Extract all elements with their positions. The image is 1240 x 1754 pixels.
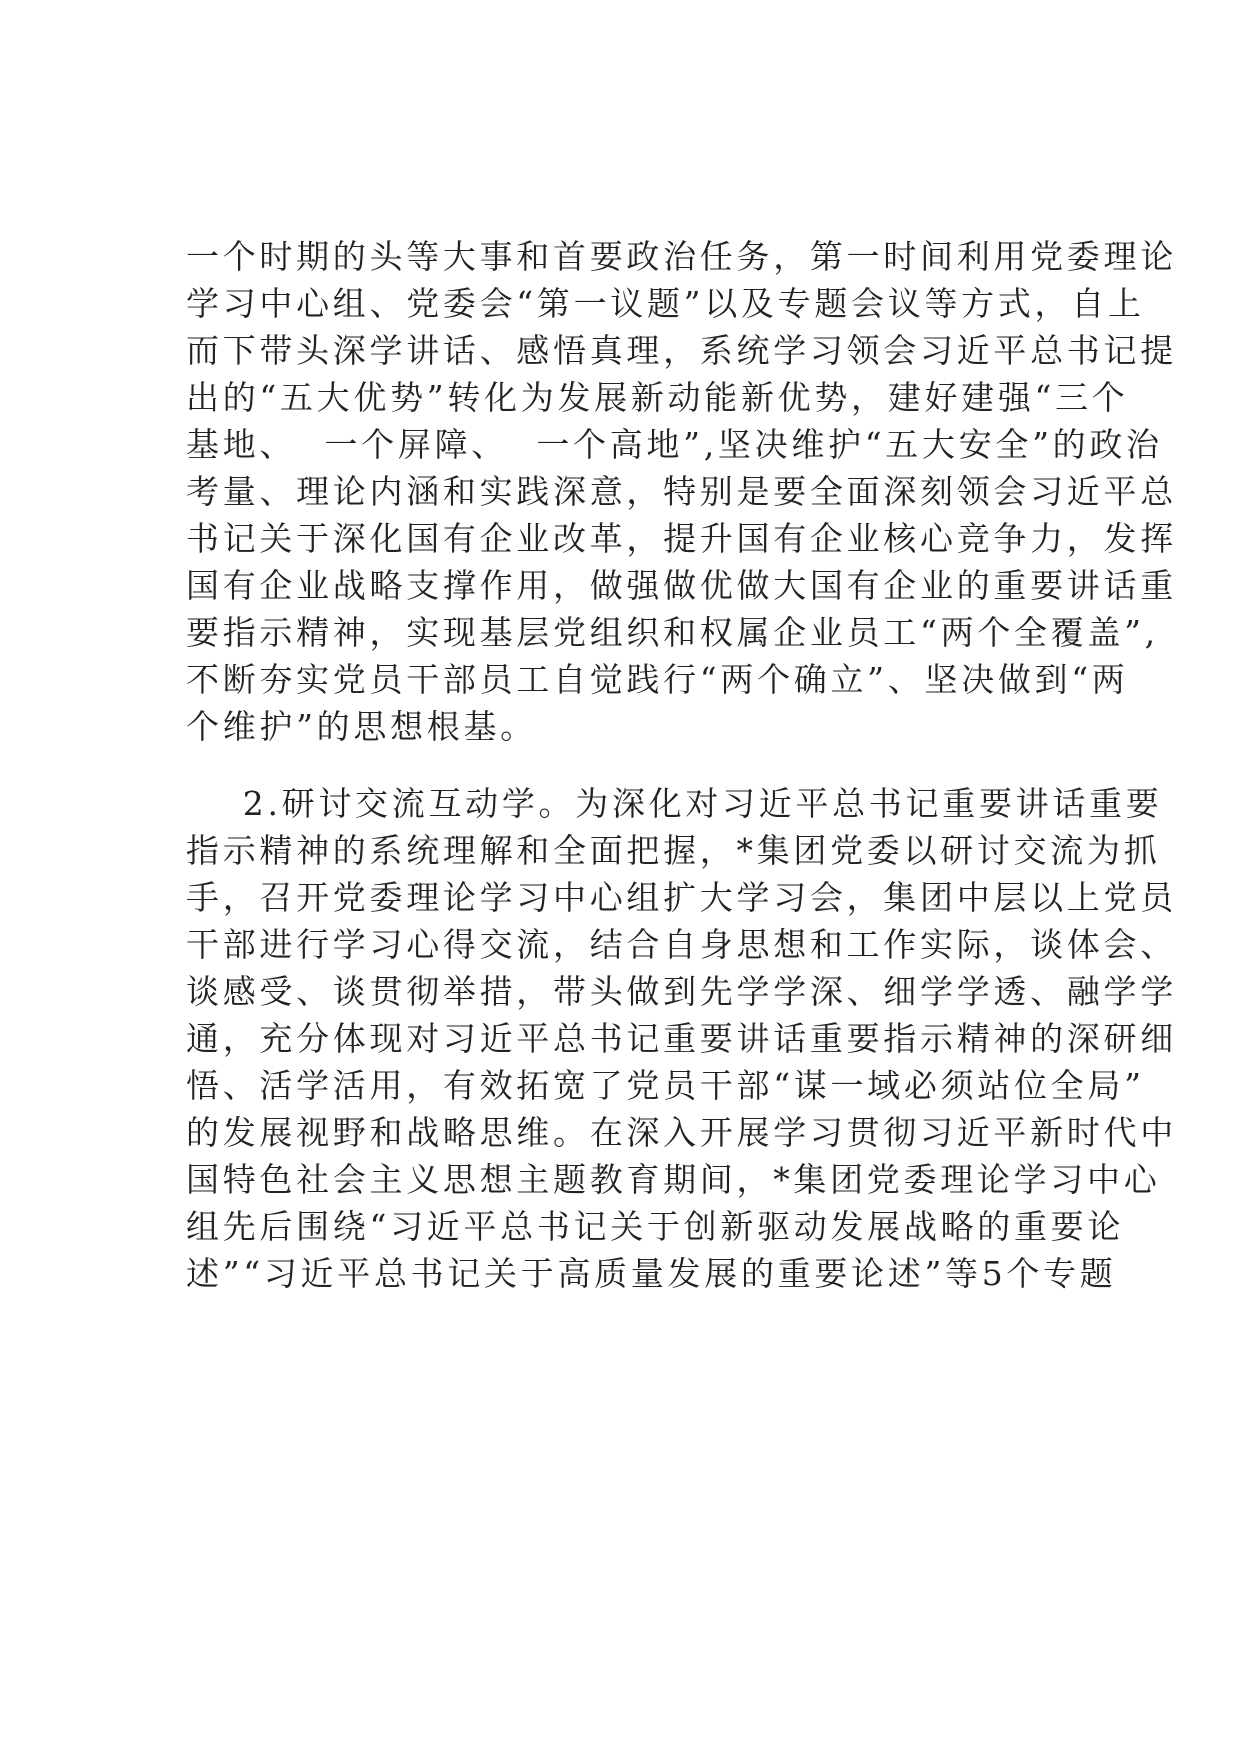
text-line: 谈感受、谈贯彻举措，带头做到先学学深、细学学透、融学学 <box>186 972 1177 1011</box>
text-line: 基地、 一个屏障、 一个高地”,坚决维护“五大安全”的政治 <box>186 425 1163 464</box>
text-line: 出的“五大优势”转化为发展新动能新优势，建好建强“三个 <box>186 378 1129 417</box>
text-line: 手，召开党委理论学习中心组扩大学习会，集团中层以上党员 <box>186 878 1177 917</box>
text-line: 不断夯实党员干部员工自觉践行“两个确立”、坚决做到“两 <box>186 660 1129 699</box>
text-line: 国有企业战略支撑作用，做强做优做大国有企业的重要讲话重 <box>186 566 1177 605</box>
text-line: 述”“习近平总书记关于高质量发展的重要论述”等5个专题 <box>186 1254 1117 1293</box>
text-line: 干部进行学习心得交流，结合自身思想和工作实际，谈体会、 <box>186 925 1177 964</box>
text-line: 书记关于深化国有企业改革，提升国有企业核心竞争力，发挥 <box>186 519 1177 558</box>
text-line: 指示精神的系统理解和全面把握，*集团党委以研讨交流为抓 <box>186 831 1161 870</box>
paragraph-1 <box>186 233 1177 750</box>
text-line: 而下带头深学讲话、感悟真理，系统学习领会习近平总书记提 <box>186 331 1177 370</box>
text-line: 的发展视野和战略思维。在深入开展学习贯彻习近平新时代中 <box>186 1113 1177 1152</box>
paragraph-2 <box>186 780 1177 1297</box>
text-line: 学习中心组、党委会“第一议题”以及专题会议等方式，自上 <box>186 284 1145 323</box>
text-line: 一个时期的头等大事和首要政治任务，第一时间利用党委理论 <box>186 237 1177 276</box>
text-line: 考量、理论内涵和实践深意，特别是要全面深刻领会习近平总 <box>186 472 1177 511</box>
text-line: 国特色社会主义思想主题教育期间，*集团党委理论学习中心 <box>186 1160 1161 1199</box>
text-line: 2.研讨交流互动学。为深化对习近平总书记重要讲话重要 <box>186 784 1163 823</box>
text-line: 个维护”的思想根基。 <box>186 707 537 746</box>
text-line: 要指示精神，实现基层党组织和权属企业员工“两个全覆盖”, <box>186 613 1159 652</box>
text-line: 通，充分体现对习近平总书记重要讲话重要指示精神的深研细 <box>186 1019 1177 1058</box>
text-line: 悟、活学活用，有效拓宽了党员干部“谋一域必须站位全局” <box>186 1066 1145 1105</box>
text-line: 组先后围绕“习近平总书记关于创新驱动发展战略的重要论 <box>186 1207 1125 1246</box>
